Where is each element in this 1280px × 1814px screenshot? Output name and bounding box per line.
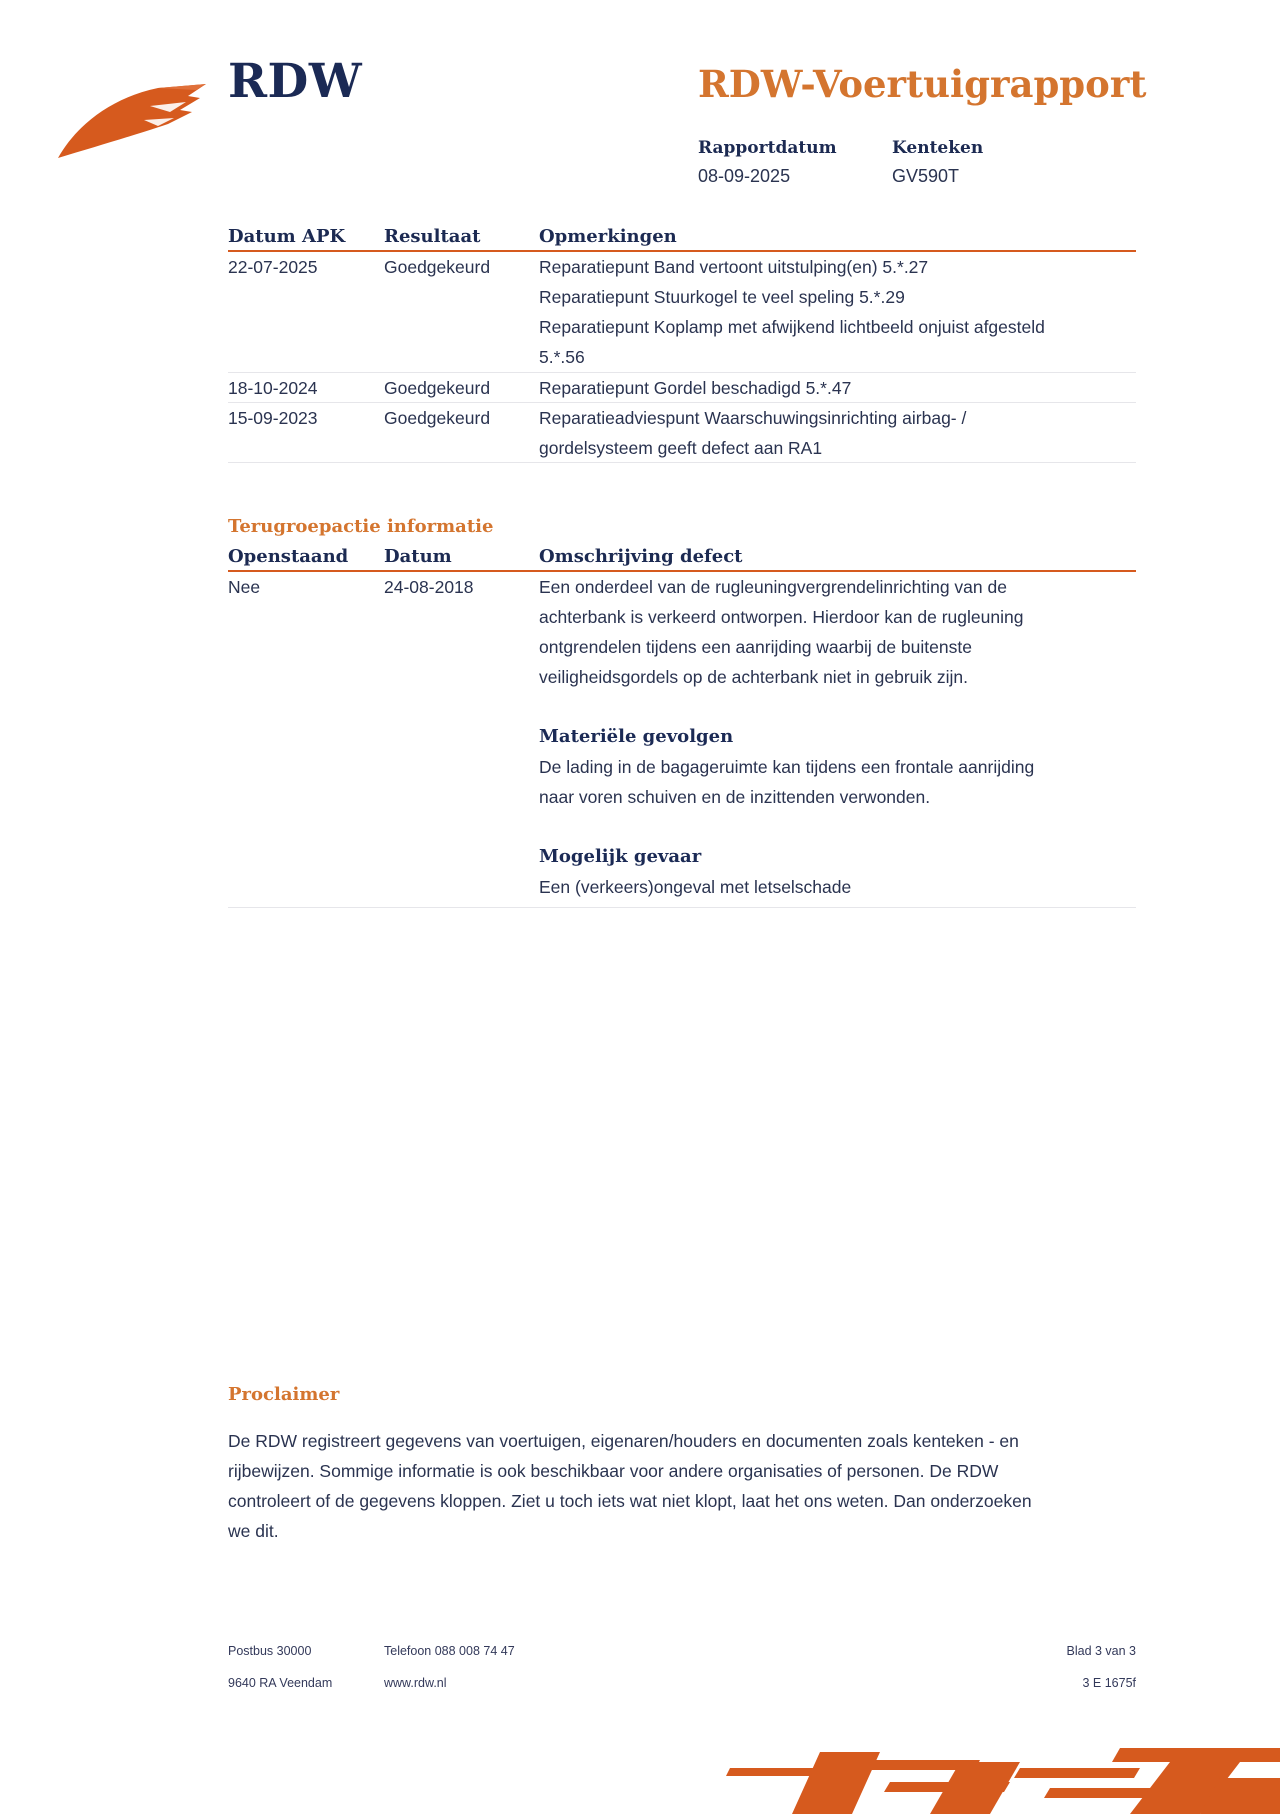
table-row xyxy=(228,403,1136,463)
apk-result: Goedgekeurd xyxy=(384,257,491,277)
remark-line: Reparatiepunt Band vertoont uitstulping(en) 5.*.27 xyxy=(539,257,929,277)
recall-header-description: Omschrijving defect xyxy=(539,546,743,567)
possible-danger-heading: Mogelijk gevaar xyxy=(539,846,702,867)
apk-date: 15-09-2023 xyxy=(228,408,318,428)
danger-line: Een (verkeers)ongeval met letselschade xyxy=(539,877,852,897)
proclaimer-line: controleert of de gegevens kloppen. Ziet u toch iets wat niet klopt, laat het ons weten. Dan onderzoeken xyxy=(228,1491,1032,1511)
recall-header-date: Datum xyxy=(384,546,452,567)
recall-date: 24-08-2018 xyxy=(384,577,474,597)
remark-line: Reparatieadviespunt Waarschuwingsinrichting airbag- / xyxy=(539,408,967,428)
material-line: De lading in de bagageruimte kan tijdens een frontale aanrijding xyxy=(539,757,1035,777)
table-row xyxy=(228,373,1136,403)
footer-postbus: Postbus 30000 xyxy=(228,1644,312,1658)
remark-line: gordelsysteem geeft defect aan RA1 xyxy=(539,438,823,458)
report-date-label: Rapportdatum xyxy=(698,138,837,158)
apk-table xyxy=(228,222,1136,463)
apk-header-date: Datum APK xyxy=(228,226,346,247)
decorative-stripes-icon xyxy=(720,1738,1280,1814)
proclaimer-text xyxy=(228,1426,1128,1546)
remark-line: Reparatiepunt Gordel beschadigd 5.*.47 xyxy=(539,378,852,398)
footer-page-number: Blad 3 van 3 xyxy=(1066,1644,1136,1658)
footer-phone: Telefoon 088 008 74 47 xyxy=(384,1644,515,1658)
footer-document-code: 3 E 1675f xyxy=(1082,1676,1136,1690)
report-title: RDW-Voertuigrapport xyxy=(698,62,1147,106)
apk-remarks xyxy=(539,252,1109,372)
description-line: achterbank is verkeerd ontworpen. Hierdoor kan de rugleuning xyxy=(539,607,1024,627)
description-line: ontgrendelen tijdens een aanrijding waarbij de buitenste xyxy=(539,637,972,657)
recall-heading: Terugroepactie informatie xyxy=(228,516,494,537)
table-row xyxy=(228,252,1136,373)
proclaimer-heading: Proclaimer xyxy=(228,1384,340,1405)
plate-value: GV590T xyxy=(892,166,960,186)
recall-table xyxy=(228,512,1136,908)
spacer xyxy=(539,812,1109,842)
report-date-value: 08-09-2025 xyxy=(698,166,791,186)
recall-table-header xyxy=(228,542,1136,572)
description-line: Een onderdeel van de rugleuningvergrendelinrichting van de xyxy=(539,577,1007,597)
footer-website: www.rdw.nl xyxy=(384,1676,447,1690)
description-line: veiligheidsgordels op de achterbank niet in gebruik zijn. xyxy=(539,667,969,687)
table-row xyxy=(228,572,1136,908)
apk-date: 22-07-2025 xyxy=(228,257,318,277)
apk-header-result: Resultaat xyxy=(384,226,481,247)
spacer xyxy=(539,692,1109,722)
proclaimer-line: rijbewijzen. Sommige informatie is ook beschikbaar voor andere organisaties of personen. De RDW xyxy=(228,1461,999,1481)
brand-name: RDW xyxy=(228,54,363,109)
material-consequences-heading: Materiële gevolgen xyxy=(539,726,734,747)
recall-open: Nee xyxy=(228,577,261,597)
footer-city: 9640 RA Veendam xyxy=(228,1676,333,1690)
apk-date: 18-10-2024 xyxy=(228,378,318,398)
apk-header-remarks: Opmerkingen xyxy=(539,226,677,247)
plate-label: Kenteken xyxy=(892,138,984,158)
rdw-logo-icon xyxy=(58,80,208,162)
apk-remarks xyxy=(539,373,1109,403)
remark-line: Reparatiepunt Stuurkogel te veel speling 5.*.29 xyxy=(539,287,905,307)
proclaimer-line: we dit. xyxy=(228,1521,279,1541)
recall-header-open: Openstaand xyxy=(228,546,349,567)
remark-line: 5.*.56 xyxy=(539,347,585,367)
remark-line: Reparatiepunt Koplamp met afwijkend lichtbeeld onjuist afgesteld xyxy=(539,317,1045,337)
apk-remarks xyxy=(539,403,1109,463)
apk-table-header xyxy=(228,222,1136,252)
material-line: naar voren schuiven en de inzittenden verwonden. xyxy=(539,787,931,807)
apk-result: Goedgekeurd xyxy=(384,408,491,428)
recall-description xyxy=(539,572,1109,902)
apk-result: Goedgekeurd xyxy=(384,378,491,398)
proclaimer-line: De RDW registreert gegevens van voertuigen, eigenaren/houders en documenten zoals kenteken - en xyxy=(228,1431,1019,1451)
